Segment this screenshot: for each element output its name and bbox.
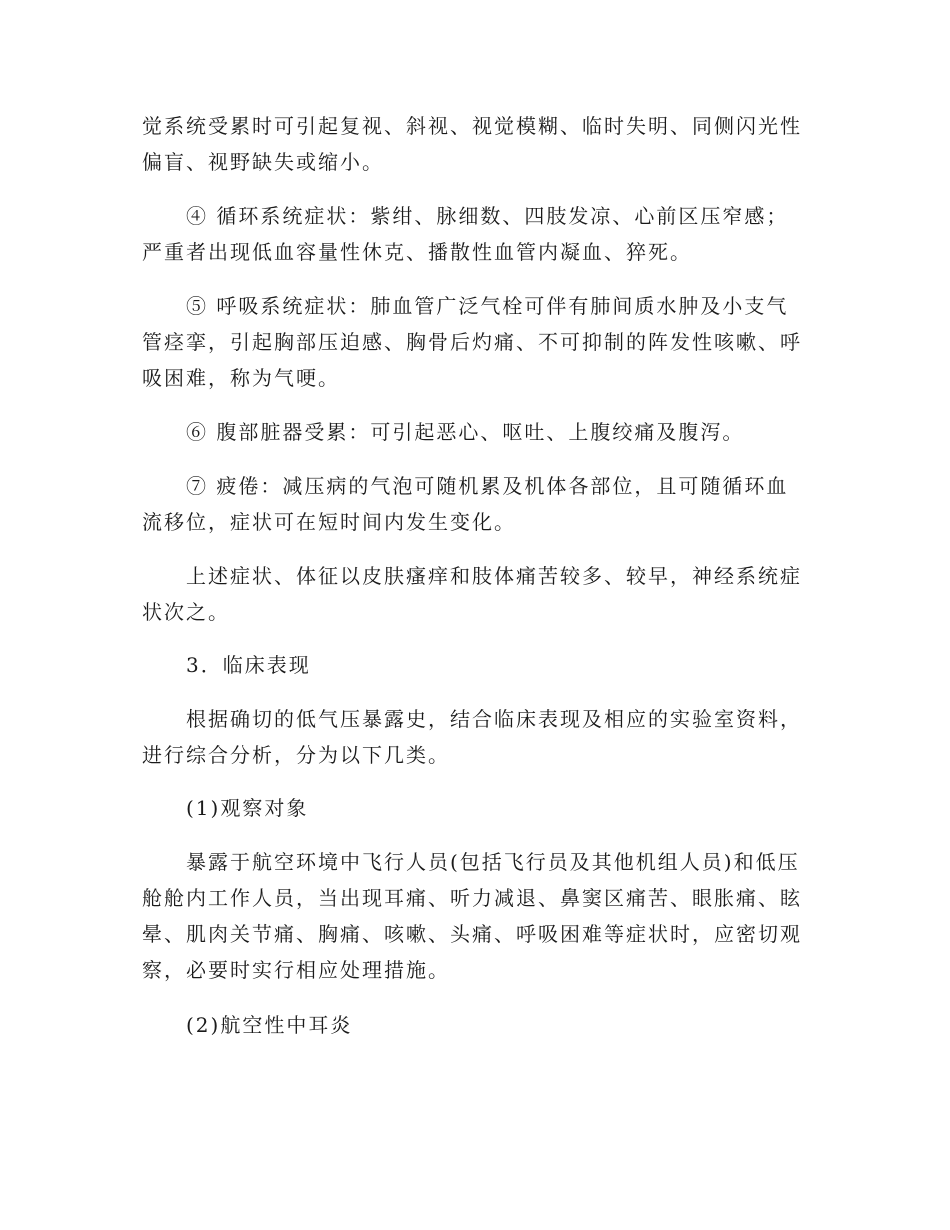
paragraph-observation-subjects: 暴露于航空环境中飞行人员(包括飞行员及其他机组人员)和低压舱舱内工作人员，当出现耳痛、听力减退、鼻窦区痛苦、眼胀痛、眩晕、肌肉关节痛、胸痛、咳嗽、头痛、呼吸困难等症状时，应密切观察，必要时实行相应处理措施。 bbox=[142, 850, 802, 982]
paragraph-respiratory-symptoms: ⑤ 呼吸系统症状：肺血管广泛气栓可伴有肺间质水肿及小支气管痉挛，引起胸部压迫感、胸骨后灼痛、不可抑制的阵发性咳嗽、呼吸困难，称为气哽。 bbox=[142, 294, 802, 390]
paragraph-visual-symptoms-continued: 觉系统受累时可引起复视、斜视、视觉模糊、临时失明、同侧闪光性偏盲、视野缺失或缩小。 bbox=[142, 114, 802, 174]
paragraph-abdominal-symptoms: ⑥ 腹部脏器受累：可引起恶心、呕吐、上腹绞痛及腹泻。 bbox=[186, 420, 745, 444]
paragraph-circulatory-symptoms: ④ 循环系统症状：紫绀、脉细数、四肢发凉、心前区压窄感；严重者出现低血容量性休克、播散性血管内凝血、猝死。 bbox=[142, 204, 789, 264]
paragraph-fatigue-symptoms: ⑦ 疲倦：减压病的气泡可随机累及机体各部位，且可随循环血流移位，症状可在短时间内发生变化。 bbox=[142, 474, 789, 534]
subheading-aviation-otitis-media: (2)航空性中耳炎 bbox=[186, 1013, 353, 1037]
subheading-observation-subjects: (1)观察对象 bbox=[186, 796, 309, 820]
paragraph-diagnosis-basis: 根据确切的低气压暴露史，结合临床表现及相应的实验室资料，进行综合分析，分为以下几类。 bbox=[142, 707, 802, 767]
section-heading-clinical-manifestation: 3．临床表现 bbox=[186, 653, 311, 677]
paragraph-symptom-summary: 上述症状、体征以皮肤瘙痒和肢体痛苦较多、较早，神经系统症状次之。 bbox=[142, 564, 802, 624]
